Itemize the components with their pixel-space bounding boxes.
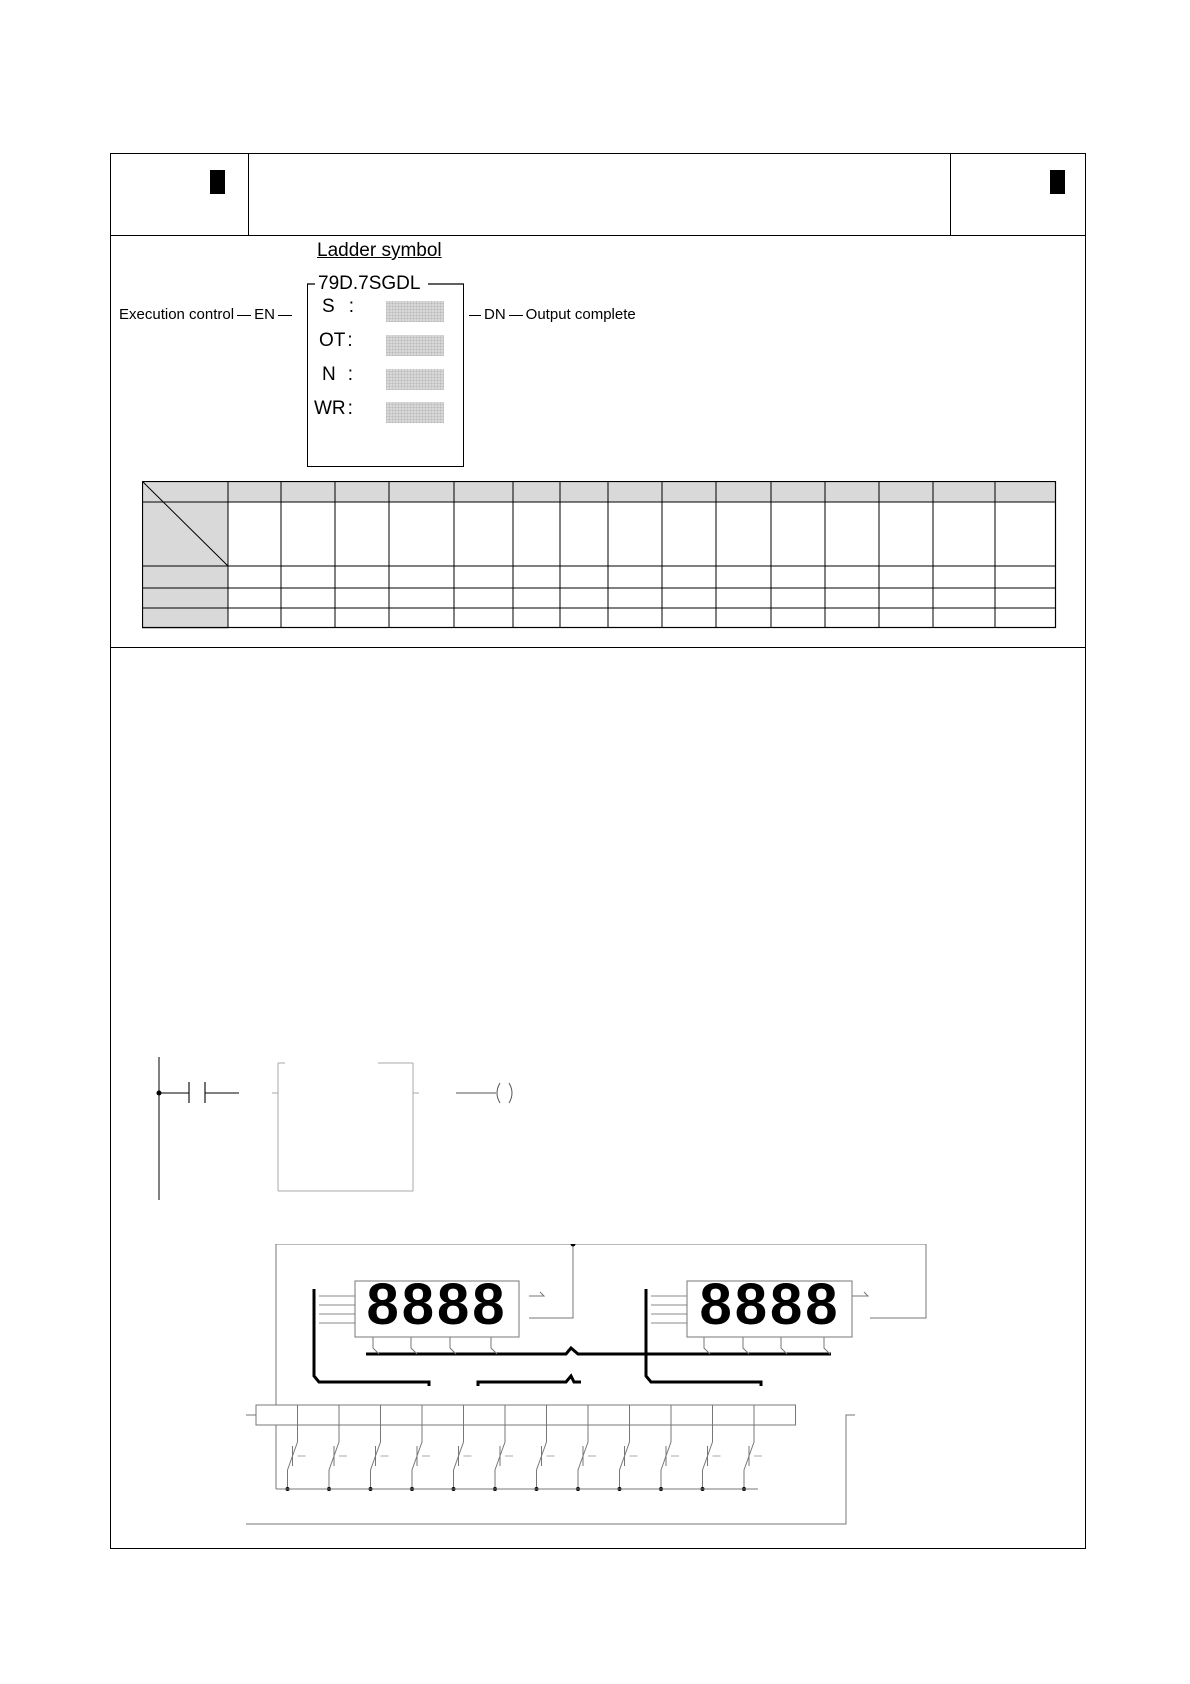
transistor-emitter (412, 1456, 417, 1470)
middle-data-bus-a (478, 1376, 581, 1386)
right-display-module (687, 1272, 852, 1337)
operand-s-field (386, 301, 444, 322)
operand-n-label: N : (322, 364, 354, 385)
segment-drop-wire (373, 1337, 379, 1354)
transistor-emitter (288, 1456, 293, 1470)
wiring-diagram (246, 1244, 1056, 1544)
terminal-cell (505, 1405, 547, 1425)
transistor-collector (666, 1442, 671, 1456)
segment-drop-wire (704, 1337, 710, 1354)
terminal-cell (713, 1405, 755, 1425)
terminal-block (256, 1405, 796, 1491)
transistor-emitter (454, 1456, 459, 1470)
left-seven-segment-digits: 8888 (366, 1272, 508, 1337)
terminal-cell (754, 1405, 796, 1425)
operand-wr-field (386, 402, 444, 423)
terminal-cell (381, 1405, 423, 1425)
transistor-collector (625, 1442, 630, 1456)
transistor-collector (334, 1442, 339, 1456)
function-name: 79D.7SGDL (318, 273, 421, 294)
en-description: Execution control EN (119, 306, 292, 323)
segment-drop-wire (450, 1337, 456, 1354)
outer-loop-wire (246, 1415, 855, 1524)
terminal-cell (588, 1405, 630, 1425)
left-display-module (355, 1272, 519, 1337)
segment-drop-wire (824, 1337, 830, 1354)
transistor-emitter (744, 1456, 749, 1470)
terminal-cell (422, 1405, 464, 1425)
header-divider (111, 235, 1085, 236)
operand-ot-field (386, 335, 444, 356)
section-divider (111, 647, 1085, 648)
transistor-emitter (703, 1456, 708, 1470)
terminal-cell (256, 1405, 298, 1425)
transistor-emitter (661, 1456, 666, 1470)
right-display-arrow (852, 1292, 868, 1296)
segment-drop-wire (491, 1337, 497, 1354)
header-marker-left (210, 170, 225, 194)
operand-ot-label: OT : (319, 330, 353, 351)
header-marker-right (1050, 170, 1065, 194)
transistor-collector (749, 1442, 754, 1456)
header-col-divider-left (248, 154, 249, 235)
terminal-cell (630, 1405, 672, 1425)
ladder-symbol-heading: Ladder symbol (317, 240, 442, 261)
terminal-cell (671, 1405, 713, 1425)
transistor-collector (500, 1442, 505, 1456)
transistor-emitter (578, 1456, 583, 1470)
bus-junction (571, 1244, 576, 1247)
transistor-collector (376, 1442, 381, 1456)
operand-wr-label: WR : (314, 398, 353, 419)
terminal-cell (339, 1405, 381, 1425)
en-pin: EN (254, 306, 275, 323)
left-display-arrow (529, 1292, 544, 1296)
page-frame (110, 153, 1086, 1549)
right-seven-segment-digits: 8888 (699, 1272, 841, 1337)
left-display-return-wire (529, 1244, 573, 1318)
transistor-collector (459, 1442, 464, 1456)
table-grid (142, 481, 1055, 628)
segment-drop-wire (743, 1337, 749, 1354)
header-col-divider-right (950, 154, 951, 235)
function-block (307, 273, 464, 467)
dn-pin: DN (484, 306, 506, 323)
terminal-cell (547, 1405, 589, 1425)
transistor-collector (417, 1442, 422, 1456)
transistor-emitter (537, 1456, 542, 1470)
transistor-emitter (620, 1456, 625, 1470)
transistor-collector (293, 1442, 298, 1456)
transistor-emitter (495, 1456, 500, 1470)
example-function-box (272, 1063, 419, 1191)
segment-drop-wire (411, 1337, 417, 1354)
operand-n-field (386, 369, 444, 390)
ladder-program-example (151, 1057, 551, 1207)
terminal-cell (298, 1405, 340, 1425)
operand-s-label: S : (322, 296, 354, 317)
operand-table (142, 481, 1057, 629)
segment-drop-wire (781, 1337, 787, 1354)
segment-data-bus (366, 1348, 831, 1354)
transistor-collector (542, 1442, 547, 1456)
transistor-collector (583, 1442, 588, 1456)
dn-description: DN Output complete (469, 306, 636, 323)
transistor-emitter (371, 1456, 376, 1470)
terminal-cell (464, 1405, 506, 1425)
transistor-emitter (329, 1456, 334, 1470)
transistor-collector (708, 1442, 713, 1456)
